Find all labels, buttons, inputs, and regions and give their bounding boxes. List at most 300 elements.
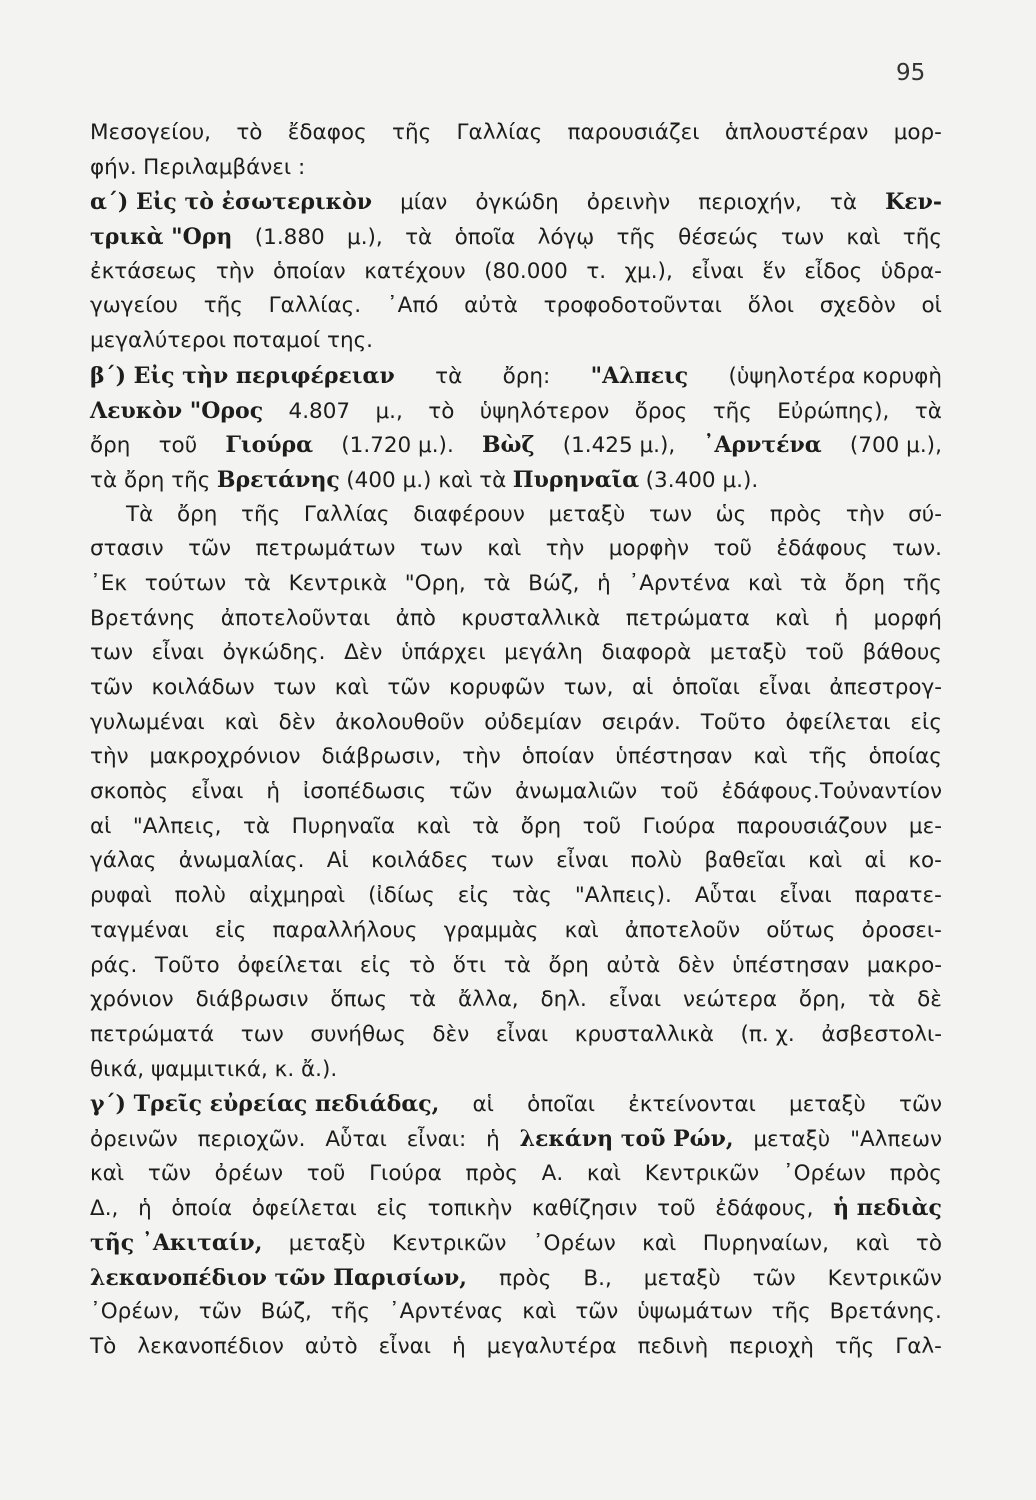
word: Κεντρικῶν — [392, 1231, 507, 1256]
word: των — [419, 536, 463, 562]
word: κοιλάδων — [151, 675, 255, 700]
word: καὶ — [224, 709, 259, 735]
word: τὰ — [405, 225, 433, 251]
word: μεταξὺ — [789, 1092, 866, 1118]
word: τὰ — [472, 813, 500, 839]
word: ὁποίαν — [521, 744, 595, 770]
word: εἶναι — [779, 883, 832, 909]
word: καὶ — [487, 536, 522, 562]
word: (1.720 μ.). — [341, 433, 454, 459]
word: ἡ — [266, 779, 281, 805]
word: μεταξὺ — [548, 501, 626, 527]
word: ὅτι — [452, 952, 487, 978]
bold-term: α΄) Εἰς τὸ ἐσωτερικὸν — [90, 189, 373, 216]
word: τὸ — [409, 952, 436, 978]
word: πρὸς — [889, 1160, 942, 1186]
word: οὐδεμίαν — [484, 709, 582, 735]
word: κο- — [908, 848, 942, 874]
text-line — [90, 532, 942, 567]
word: τοῦ — [582, 813, 622, 839]
word: Βώζ, — [260, 1299, 312, 1325]
word: "Αλπεων — [850, 1126, 942, 1152]
word: ὄρη — [548, 952, 589, 978]
word: τῆς — [616, 225, 656, 251]
word: των — [649, 501, 692, 527]
word: παρουσιάζουν — [736, 813, 888, 839]
word: τὴν — [90, 744, 129, 770]
text-line — [90, 1295, 942, 1330]
bold-term: ἡ πεδιὰς — [833, 1195, 942, 1222]
word: τροφοδοτοῦνται — [543, 293, 722, 319]
word: βαθεῖαι — [704, 848, 786, 874]
word: εἶναι — [691, 258, 744, 284]
word: τοῦ — [158, 433, 198, 459]
text-line — [90, 220, 942, 255]
word: τὰ — [868, 987, 896, 1013]
word: δὲν — [278, 709, 316, 735]
text-line — [90, 185, 942, 220]
word: τῶν — [188, 536, 232, 562]
word: ἀπεστρογ- — [829, 675, 942, 700]
word: διάβρωσιν, — [321, 744, 442, 770]
word: περιοχὴ — [729, 1334, 814, 1360]
word: σχεδὸν — [819, 293, 896, 319]
word: τὰ — [435, 363, 463, 389]
word: εἶναι — [151, 640, 204, 666]
word: ἀνωμαλίας. — [178, 848, 305, 874]
word: λεκανοπέδιον — [137, 1334, 284, 1360]
bold-term: "Αλπεις — [590, 362, 689, 389]
word: τὰ — [829, 190, 858, 216]
word: τοπικὴν — [427, 1196, 513, 1222]
word: τὰ — [799, 570, 827, 596]
text-line — [90, 567, 942, 602]
word: τοῦ — [657, 1196, 696, 1222]
word: τῶν — [198, 1299, 242, 1325]
text-line — [90, 359, 942, 394]
word: ἀποτελοῦνται — [220, 605, 371, 631]
word: 4.807 — [288, 398, 351, 424]
word: καὶ — [522, 1299, 557, 1325]
word: ἐκτάσεως — [90, 258, 198, 284]
bold-term: Βὼζ — [481, 432, 535, 459]
word: Περιλαμβάνει : — [143, 154, 306, 180]
word: Αἱ — [326, 848, 349, 874]
word: Γιούρα — [642, 813, 716, 839]
word: αἱ — [90, 813, 112, 839]
word: των — [240, 1021, 284, 1047]
word: με- — [908, 813, 942, 839]
word: πρὸς — [498, 1265, 552, 1291]
word: ὁποῖαι — [527, 1092, 596, 1118]
word: ὑπέστησαν — [615, 744, 733, 770]
text-line — [90, 394, 942, 429]
word: τὴν — [462, 744, 501, 770]
word: κορυφῶν — [448, 675, 546, 700]
word: ἐδάφους, — [715, 1196, 814, 1222]
word: περιοχήν, — [698, 190, 802, 216]
word: Δὲν — [344, 640, 383, 666]
word: ᾿Αρντένας — [388, 1299, 504, 1325]
word: μεγαλύτεροι ποταμοί της. — [90, 328, 374, 354]
word: ὁποία — [171, 1196, 233, 1222]
word: (π. χ. — [740, 1021, 795, 1047]
word: γραμμὰς — [443, 917, 539, 943]
word: παρατε- — [854, 883, 942, 909]
word: αὐτὰ — [464, 293, 518, 319]
word: των, — [563, 675, 614, 700]
word: Βρετάνης — [90, 605, 196, 631]
word: ἡ — [834, 605, 849, 631]
word: ὄρη — [520, 813, 562, 839]
word: Μεσογείου, — [90, 120, 212, 145]
word: (ὑψηλοτέρα κορυφὴ — [728, 363, 942, 389]
word: τῶν — [449, 779, 493, 805]
word: τὰ — [243, 570, 271, 596]
word: καὶ — [748, 570, 783, 596]
bold-term: Βρετάνης — [216, 466, 340, 493]
word: πολὺ — [630, 848, 683, 874]
word: "Ορη, — [404, 570, 466, 596]
word: Τὰ — [126, 501, 154, 527]
word: τῆς — [902, 225, 942, 251]
word: ἀνωμαλιῶν — [515, 779, 638, 805]
word: εἰς — [376, 1196, 408, 1222]
word: τούτων — [144, 570, 227, 596]
text-line — [90, 810, 942, 845]
word: τὴν — [845, 501, 885, 527]
word: (1.425 μ.), — [562, 433, 676, 459]
word: συνήθως — [310, 1021, 406, 1047]
word: διαφέρουν — [413, 501, 525, 527]
text-line — [90, 1330, 942, 1365]
text-line — [90, 1226, 942, 1261]
word: εἰς — [214, 917, 247, 943]
word: ὑπέστησαν — [732, 952, 850, 978]
word: τὰ — [914, 398, 942, 424]
word: ἕν — [762, 258, 786, 284]
word: καὶ — [855, 1231, 890, 1256]
word: Κεντρικὰ — [288, 570, 388, 596]
word: ἡ — [486, 1126, 500, 1152]
word: θέσεώς — [678, 225, 759, 251]
word: μακροχρόνιον — [149, 744, 301, 770]
word: Γιούρα — [369, 1160, 442, 1186]
word: καὶ — [334, 675, 369, 700]
word: ἡ — [452, 1334, 466, 1360]
bold-term: λεκανοπέδιον τῶν Παρισίων, — [90, 1264, 467, 1291]
word: "Αλπεις). — [574, 883, 672, 909]
word: τῆς — [808, 744, 848, 770]
word: αἱ — [472, 1092, 494, 1118]
word: τὴν — [215, 258, 255, 284]
word: (3.400 μ.). — [645, 467, 759, 493]
word: τὸ — [428, 398, 455, 424]
word: στασιν — [90, 536, 164, 562]
word: τὸ — [236, 120, 263, 145]
word: Κεντρικῶν — [644, 1160, 760, 1186]
text-line — [90, 463, 942, 498]
bold-term: Γιούρα — [225, 432, 314, 459]
word: (1.880 — [254, 225, 325, 251]
word: ἡ — [597, 570, 611, 596]
text-line — [90, 1018, 942, 1053]
word: φήν. — [90, 154, 137, 180]
word: ταγμέναι — [90, 917, 189, 943]
word: θικά, ψαμμιτικά, κ. ἄ.). — [90, 1056, 338, 1082]
word: εἶδος — [804, 258, 863, 284]
word: ὡς — [715, 501, 747, 527]
word: ράς. — [90, 952, 138, 978]
word: (80.000 — [484, 258, 568, 284]
word: Βώζ, — [528, 570, 580, 596]
word: των — [273, 675, 317, 700]
text-line — [90, 116, 942, 151]
word: τοῦ — [660, 779, 699, 805]
word: κοιλάδες — [371, 848, 469, 874]
word: κρυσταλλικὰ — [574, 1021, 714, 1047]
word: Αὗται — [694, 883, 757, 909]
bold-term: λεκάνη τοῦ Ρών, — [519, 1125, 734, 1152]
word: των — [781, 225, 825, 251]
word: αἰχμηραὶ — [248, 883, 346, 909]
word: περιοχῶν. — [197, 1126, 306, 1152]
text-line — [90, 983, 942, 1018]
word: Τοῦτο — [700, 709, 766, 735]
text-line — [90, 602, 942, 637]
word: των. — [892, 536, 942, 562]
word: ὅλοι — [747, 293, 795, 319]
word: εἶναι — [378, 1334, 432, 1360]
text-line — [90, 775, 942, 810]
word: καὶ — [564, 917, 599, 943]
word: σειράν. — [601, 709, 681, 735]
word: μεταξὺ — [709, 640, 787, 666]
word: τῶν — [387, 675, 431, 700]
word: Γαλλίας — [303, 501, 390, 527]
word: ὄρη — [844, 570, 886, 596]
word: καὶ — [753, 744, 788, 770]
word: τῶν — [899, 1092, 942, 1118]
word: ἀκολουθοῦν — [335, 709, 465, 735]
word: τῆς — [712, 398, 752, 424]
word: δὲν — [432, 1021, 470, 1047]
word: των — [490, 848, 534, 874]
bold-term: τρικὰ "Ορη — [90, 224, 233, 251]
word: εἶναι — [608, 987, 662, 1013]
word: ὀγκώδης. — [222, 640, 326, 666]
word: τὰ — [242, 813, 271, 839]
word: γωγείου — [90, 293, 178, 319]
word: τῆς — [902, 570, 942, 596]
word: εἰς — [910, 709, 942, 735]
word: ὀρεινὴν — [586, 190, 671, 216]
word: ὄρη, — [798, 987, 847, 1013]
word: ὀρεινῶν — [90, 1126, 178, 1152]
text-line — [90, 671, 942, 706]
word: μεταξὺ — [643, 1265, 721, 1291]
text-line — [90, 289, 942, 324]
word: καὶ — [90, 1160, 125, 1186]
word: (700 μ.), — [849, 433, 942, 459]
bold-term: Πυρηναῖα — [512, 466, 640, 493]
word: Γαλλίας — [456, 120, 543, 145]
word: διάβρωσιν — [195, 987, 309, 1013]
word: ὁποίαν — [272, 258, 346, 284]
word: τοῦ — [306, 1160, 346, 1186]
word: πρὸς — [465, 1160, 518, 1186]
word: ἀσβεστολι- — [821, 1021, 942, 1047]
word: μίαν — [400, 190, 448, 216]
word: χρόνιον — [90, 987, 174, 1013]
word: ἐδάφους.Τοὐναντίον — [721, 779, 942, 805]
word: μεγαλυτέρα — [486, 1334, 617, 1360]
word: Κεντρικῶν — [827, 1265, 942, 1291]
word: ὄρος — [634, 398, 688, 424]
word: μεγάλη — [504, 640, 583, 666]
word: ὀφείλεται — [237, 952, 343, 978]
word: αὐτὰ — [606, 952, 661, 978]
word: καθίζησιν — [531, 1196, 638, 1222]
word: Τὸ — [90, 1334, 117, 1360]
word: τὰς — [512, 883, 552, 909]
word: ἄλλα, — [457, 987, 519, 1013]
body-text — [90, 116, 942, 1365]
word: τῆς — [771, 1299, 811, 1325]
word: ὁποῖαι — [671, 675, 740, 700]
word: αἱ — [631, 675, 654, 700]
word: Πυρηναῖα — [291, 813, 396, 839]
word: πρὸς — [769, 501, 823, 527]
word: κατέχουν — [364, 258, 466, 284]
word: παρουσιάζει — [567, 120, 700, 145]
word: τὰ — [503, 952, 531, 978]
word: μακρο- — [866, 952, 942, 978]
word: τῆς — [392, 120, 432, 145]
word: μορφὴν — [608, 536, 690, 562]
word: γυλωμέναι — [90, 709, 205, 735]
text-line — [90, 1053, 942, 1088]
word: Γαλλίας. — [268, 293, 362, 319]
word: Β., — [583, 1265, 612, 1291]
word: τῆς — [241, 501, 281, 527]
word: ὄρη — [176, 501, 218, 527]
word: τῶν — [752, 1265, 796, 1291]
text-line — [90, 740, 942, 775]
word: ἡ — [138, 1196, 152, 1222]
word: (400 μ.) καὶ τὰ — [346, 467, 507, 493]
word: των — [90, 640, 133, 666]
word: ὁποίας — [868, 744, 942, 770]
word: τὸ — [915, 1231, 942, 1256]
word: νεώτερα — [683, 987, 778, 1013]
word: τῶν — [575, 1299, 619, 1325]
word: τ. — [586, 258, 607, 284]
bold-term: ᾿Αρντένα — [703, 432, 822, 459]
word: καὶ — [808, 848, 843, 874]
page-number: 95 — [896, 60, 926, 86]
word: δηλ. — [540, 987, 587, 1013]
word: εἶναι — [191, 779, 244, 805]
word: Τοῦτο — [154, 952, 220, 978]
word: παραλλήλους — [272, 917, 418, 943]
word: εἰς — [359, 952, 392, 978]
text-line — [90, 1122, 942, 1157]
text-line — [90, 949, 942, 984]
text-line — [90, 498, 942, 533]
word: πολὺ — [174, 883, 226, 909]
word: ἔδαφος — [287, 120, 367, 145]
text-line — [90, 324, 942, 359]
word: ἀπὸ — [395, 605, 436, 631]
word: ρυφαὶ — [90, 883, 152, 909]
word: καὶ — [846, 225, 881, 251]
word: ὀρέων — [214, 1160, 284, 1186]
word: ὄρη: — [502, 363, 551, 389]
text-line — [90, 1261, 942, 1296]
word: δὲν — [677, 952, 715, 978]
word: εἶναι — [495, 1021, 549, 1047]
word: Αὗται — [325, 1126, 387, 1152]
word: οὕτως — [766, 917, 836, 943]
word: ὀφείλεται — [251, 1196, 357, 1222]
word: βάθους — [862, 640, 942, 666]
word: πετρωμάτων — [255, 536, 396, 562]
word: πετρώματά — [90, 1021, 215, 1047]
word: ὀροσει- — [861, 917, 942, 943]
word: ᾿Εκ — [90, 570, 128, 596]
word: ἰσοπέδωσις — [302, 779, 427, 805]
word: ὑψηλότερον — [479, 398, 610, 424]
word: εἶναι — [758, 675, 811, 700]
word: πετρώματα — [625, 605, 750, 631]
word: τὰ ὄρη τῆς — [90, 467, 211, 493]
text-line — [90, 844, 942, 879]
word: ὑπάρχει — [401, 640, 486, 666]
word: κρυσταλλικὰ — [461, 605, 601, 631]
word: (ἰδίως — [368, 883, 435, 909]
text-line — [90, 151, 942, 186]
word: Δ., — [90, 1196, 119, 1222]
text-line — [90, 1087, 942, 1122]
word: τῆς — [835, 1334, 875, 1360]
text-line — [90, 879, 942, 914]
word: τὰ — [408, 987, 437, 1013]
bold-term: τῆς ᾿Ακιταίν, — [90, 1230, 263, 1256]
word: μορφή — [873, 605, 942, 631]
word: ὁποῖα — [454, 225, 516, 251]
text-line — [90, 1191, 942, 1226]
word: ὀφείλεται — [785, 709, 891, 735]
word: καὶ — [586, 1160, 622, 1186]
word: τὰ — [483, 570, 511, 596]
word: ὅπως — [330, 987, 388, 1013]
word: Εὐρώπης), — [777, 398, 890, 424]
word: πεδινὴ — [637, 1334, 709, 1360]
word: αὐτὸ — [304, 1334, 358, 1360]
word: "Αλπεις, — [132, 813, 222, 839]
word: Α. — [541, 1160, 564, 1186]
word: ἐκτείνονται — [628, 1092, 756, 1118]
word: ἀποτελοῦν — [624, 917, 741, 943]
word: ᾿Ορέων — [532, 1231, 616, 1256]
word: λόγῳ — [537, 225, 595, 251]
word: σύ- — [908, 501, 942, 527]
word: τῶν — [147, 1160, 191, 1186]
text-line — [90, 1157, 942, 1192]
word: ᾿Ορέων — [782, 1160, 866, 1186]
word: Βρετάνης. — [829, 1299, 942, 1325]
